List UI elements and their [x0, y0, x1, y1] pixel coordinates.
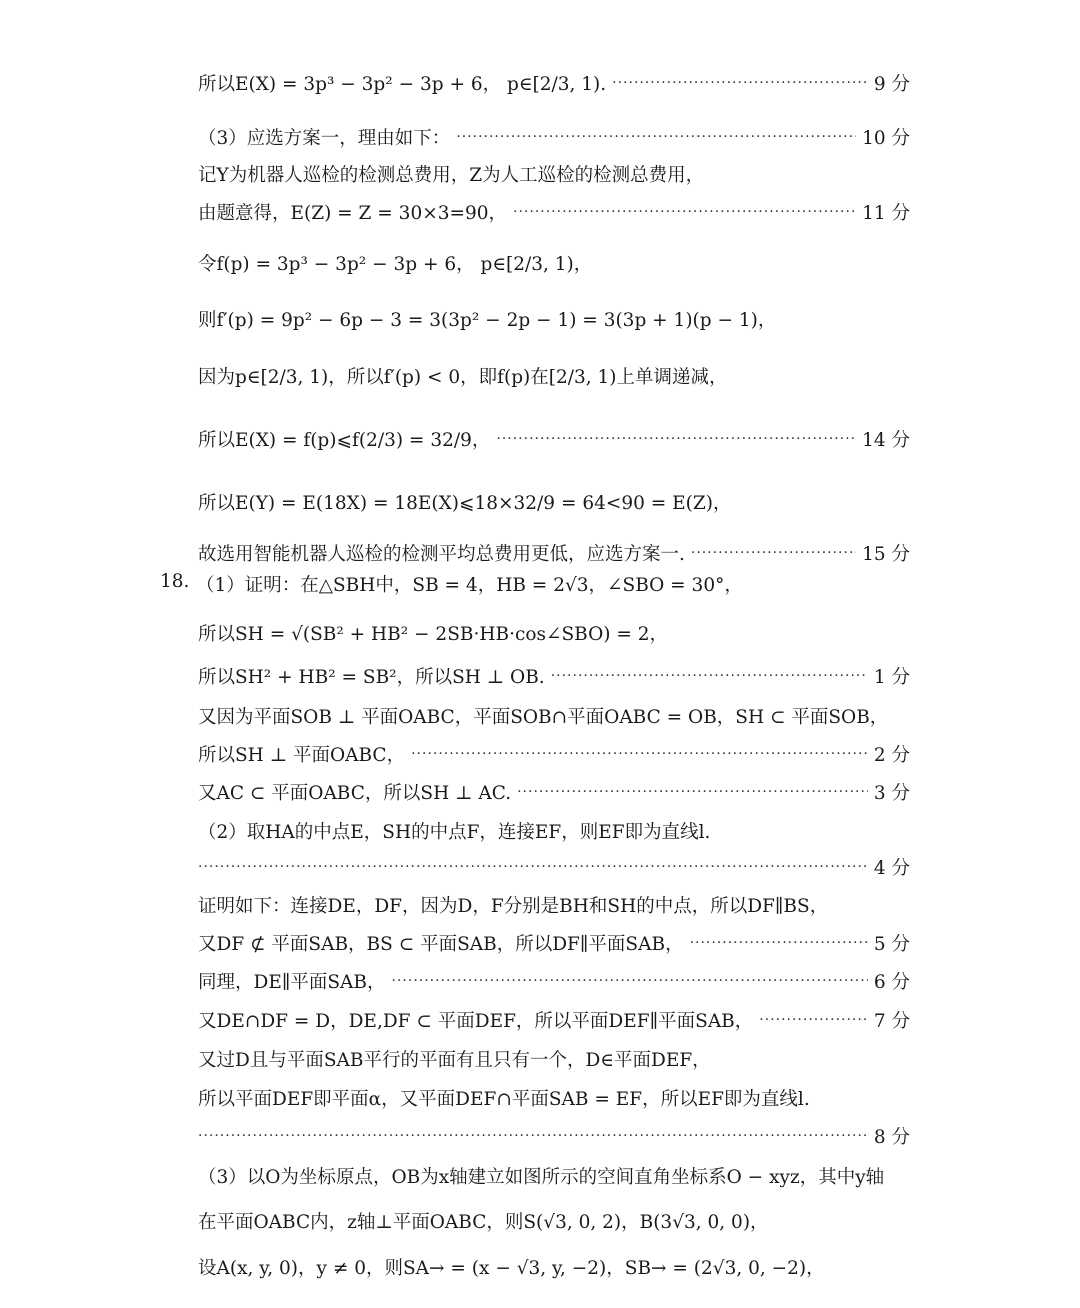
line-10: 故选用智能机器人巡检的检测平均总费用更低，应选方案一. ····· 15 分: [198, 540, 910, 566]
dot-leader: [551, 668, 868, 684]
score-mark: 9 分: [873, 74, 910, 95]
score-mark: 6 分: [873, 972, 910, 993]
dot-leader: [411, 746, 868, 762]
score-mark: 11 分: [862, 203, 910, 224]
line-12: 所以SH = √(SB² + HB² − 2SB·HB·cos∠SBO) = 2，: [198, 624, 668, 645]
line-6: 则f′(p) = 9p² − 6p − 3 = 3(3p² − 2p − 1) = 3(3p + 1)(p − 1)，: [198, 310, 777, 331]
dot-leader: [392, 973, 868, 989]
line-2: （3）应选方案一，理由如下： ····· 10 分: [198, 124, 910, 150]
line-11: （1）证明：在△SBH中，SB = 4，HB = 2√3，∠SBO = 30°，: [196, 575, 743, 596]
dot-leader: [612, 75, 868, 91]
score-mark: 3 分: [873, 783, 910, 804]
question-number: 18.: [160, 571, 190, 592]
dot-leader: [198, 1128, 868, 1144]
line-15: 所以SH ⊥ 平面OABC， ····· 2 分: [198, 741, 910, 767]
line-9: 所以E(Y) = E(18X) = 18E(X)⩽18×32/9 = 64<90 = E(Z)，: [198, 493, 732, 514]
dot-leader: [513, 204, 856, 220]
dot-leader: [517, 784, 868, 800]
score-mark: 8 分: [873, 1127, 910, 1148]
line-26: （3）以O为坐标原点，OB为x轴建立如图所示的空间直角坐标系O − xyz，其中y轴: [198, 1167, 885, 1188]
dot-leader: [759, 1012, 868, 1028]
line-28: 设A(x, y, 0)，y ≠ 0，则SA→ = (x − √3, y, −2)，SB→ = (2√3, 0, −2)，: [198, 1258, 825, 1279]
line-20: 又DF ⊄ 平面SAB，BS ⊂ 平面SAB，所以DF∥平面SAB， ····· 5 分: [198, 930, 910, 956]
line-7: 因为p∈[2/3, 1)，所以f′(p) < 0，即f(p)在[2/3, 1)上单调递减，: [198, 367, 728, 388]
line-23: 又过D且与平面SAB平行的平面有且只有一个，D∈平面DEF，: [198, 1050, 711, 1071]
dot-leader: [456, 129, 856, 145]
score-mark: 10 分: [862, 128, 910, 149]
line-18: [198, 854, 910, 880]
line-13: 所以SH² + HB² = SB²，所以SH ⊥ OB. ····· 1 分: [198, 663, 910, 689]
score-mark: 14 分: [862, 430, 910, 451]
line-1: 所以E(X) = 3p³ − 3p² − 3p + 6， p∈[2/3, 1). ····· 9 分: [198, 70, 910, 96]
score-mark: 7 分: [873, 1011, 910, 1032]
score-mark: 5 分: [873, 934, 910, 955]
dot-leader: [691, 545, 856, 561]
line-4: 由题意得，E(Z) = Z = 30×3=90， ····· 11 分: [198, 199, 910, 225]
score-mark: 4 分: [873, 858, 910, 879]
line-25: [198, 1123, 910, 1149]
score-mark: 15 分: [862, 544, 910, 565]
dot-leader: [690, 935, 868, 951]
line-27: 在平面OABC内，z轴⊥平面OABC，则S(√3, 0, 2)，B(3√3, 0, 0)，: [198, 1212, 769, 1233]
line-14: 又因为平面SOB ⊥ 平面OABC，平面SOB∩平面OABC = OB，SH ⊂ 平面SOB，: [198, 707, 889, 728]
line-5: 令f(p) = 3p³ − 3p² − 3p + 6， p∈[2/3, 1)，: [198, 254, 593, 275]
score-mark: 2 分: [873, 745, 910, 766]
line-17: （2）取HA的中点E，SH的中点F，连接EF，则EF即为直线l.: [198, 822, 711, 843]
dot-leader: [496, 431, 856, 447]
line-16: 又AC ⊂ 平面OABC，所以SH ⊥ AC. ····· 3 分: [198, 779, 910, 805]
line-19: 证明如下：连接DE，DF，因为D，F分别是BH和SH的中点，所以DF∥BS，: [198, 896, 829, 917]
score-mark: 1 分: [873, 667, 910, 688]
line-3: 记Y为机器人巡检的检测总费用，Z为人工巡检的检测总费用，: [198, 165, 705, 186]
dot-leader: [198, 859, 868, 875]
line-8: 所以E(X) = f(p)⩽f(2/3) = 32/9， ····· 14 分: [198, 426, 910, 452]
line-24: 所以平面DEF即平面α，又平面DEF∩平面SAB = EF，所以EF即为直线l.: [198, 1089, 810, 1110]
line-21: 同理，DE∥平面SAB， ····· 6 分: [198, 968, 910, 994]
line-22: 又DE∩DF = D，DE,DF ⊂ 平面DEF，所以平面DEF∥平面SAB， ····· 7 分: [198, 1007, 910, 1033]
